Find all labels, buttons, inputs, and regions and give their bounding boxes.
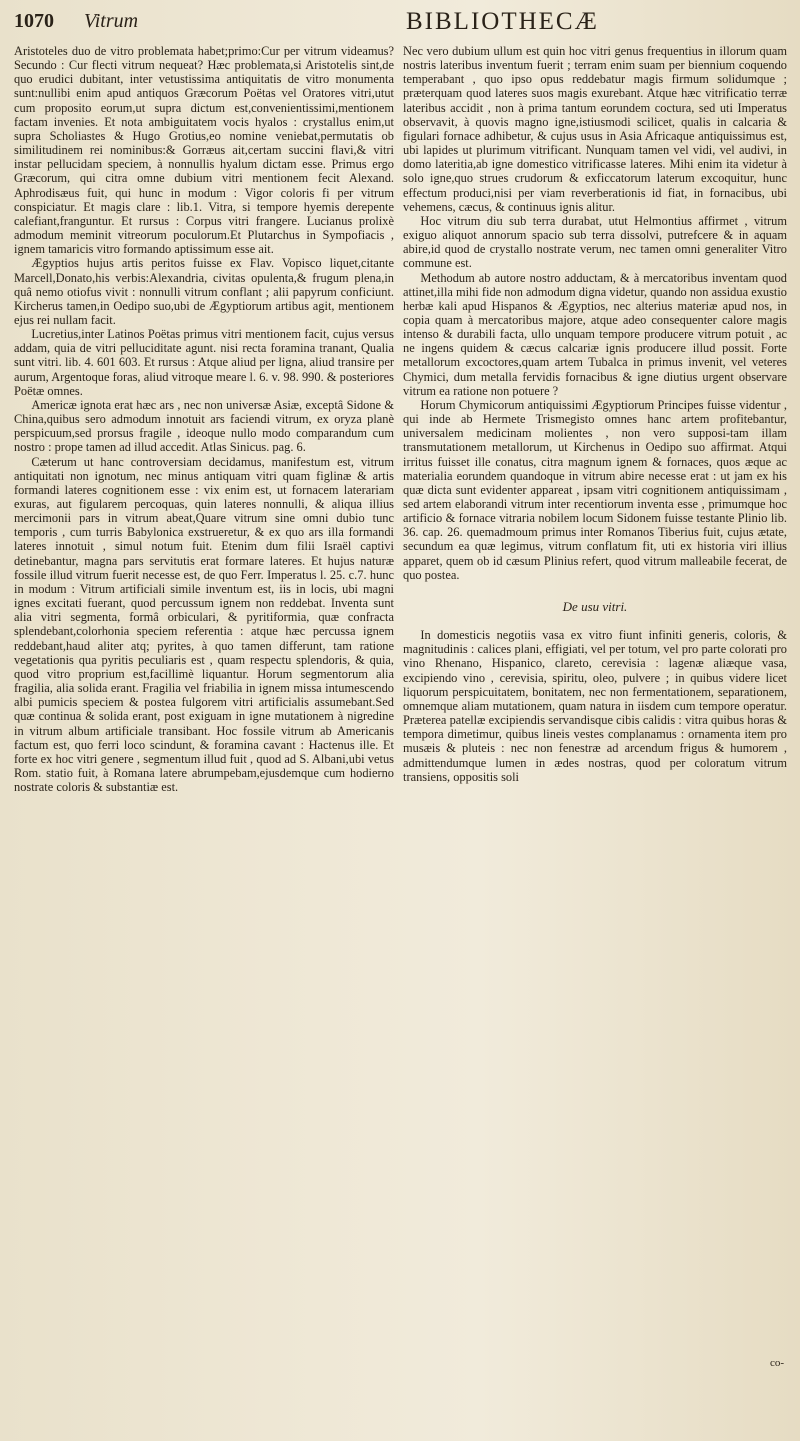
catchword: co-	[769, 1357, 784, 1369]
right-column	[403, 44, 787, 784]
running-head: BIBLIOTHECÆ	[406, 8, 599, 35]
left-column	[14, 44, 394, 794]
paragraph: In domesticis negotiis vasa ex vitro fiunt infiniti generis, coloris, & magnitudinis : calices plani, effigiati, vel per totum, vel pro parte colorati pro vino Rhenano, Hispanico, clareto, cerevisia : lagenæ aliæque vasa, excipiendo vino , cerevisia, spiritu, oleo, pulvere ; in quibus videre licet liquorum perspicuitatem, bonitatem, nec non fermentationem, separationem, omnemque aliam mutationem, quam natura in iisdem cum tempore operatur. Præterea patellæ excipiendis servandisque cibis calidis : vitra quibus horas & tempora dimetimur, quibus lineis vestes complanamus : ornamenta item pro musæis & pluteis : nec non fenestræ ad arcendum frigus & humorem , admittendumque lumen in ædes nostras, quod per coloratum vitrum transiens, oppositis soli	[403, 628, 787, 784]
running-title: Vitrum	[84, 10, 139, 32]
page-header	[14, 6, 786, 46]
paragraph: Lucretius,inter Latinos Poëtas primus vitri mentionem facit, cujus versus addam, quia de vitri pelluciditate agunt. nisi recta foramina tranant, Qualia sunt vitri. lib. 4. 601 603. Et rursus : Atque aliud per ligna, aliud transire per aurum, Argentoque foras, aliud vitroque meare l. 6. v. 98. 990. & posteriores Poëtæ omnes.	[14, 327, 394, 398]
paragraph: Americæ ignota erat hæc ars , nec non universæ Asiæ, exceptâ Sidone & China,quibus sero admodum innotuit ars faciendi vitrum, ex oryza planè perspicuum,sed prorsus fragile , ideoque nullo modo comparandum cum nostro : prope tamen ad illud accedit. Atlas Sinicus. pag. 6.	[14, 397, 394, 455]
paragraph: Hoc vitrum diu sub terra durabat, utut Helmontius affirmet , vitrum exiguo aliquot annorum spacio sub terra dissolvi, putrefcere & in aquam abire,id quod de crystallo nostrate verum, nec tamen omni generaliter Vitro commune est.	[403, 213, 787, 271]
page-number: 1070	[14, 10, 54, 32]
paragraph: Cæterum ut hanc controversiam decidamus, manifestum est, vitrum antiquitati non ignotum, nec minus antiquam vitri quam figlinæ & artis formandi lateres cognitionem esse : vix enim est, ut fornacem laterariam exuras, aut figularem percoquas, quin lateres nonnulli, & aliqua illius mercimonii pars in vitrum abeat,Quare vitrum sine omni dubio tunc temporis , cum turris Babylonica exstrueretur, & ex quo ars illa formandi lateres innotuit , simul notum fuit. Etenim dum filii Israël captivi detinebantur, magna pars servitutis erat formare lateres. Et hujus naturæ fossile illud vitrum fuerit necesse est, de quo Ferr. Imperatus l. 25. c.7. hunc in modum : Vitrum artificiali simile inventum est, iis in locis, ubi magni ignes excitati fuerant, quod percussum ignem non reddebat. Inventa sunt alia vitri segmenta, formâ orbiculari, & pyritiformia, quæ confracta splendebant,colorhonia speciem referentia : atque hæc percussa ignem reddebant,haud aliter atq; pyrites, à quo tamen differunt, tam ratione vegetationis qua pyritis peculiaris est , quam respectu splendoris, & quia, quod vitro proprium est,facillimè liquantur. Horum segmentorum alia fragilia, alia solida erant. Fragilia vel friabilia in ignem missa intumescendo albi pumicis speciem & postea fulgorem vitri artificialis assumebant.Sed quæ continua & solida erant, post exiguam in igne mutationem à nigredine in vitrum album artificiale transibant. Hoc fossile vitrum ab Americanis factum est, quo ferri loco scindunt, & foramina cavant : Hactenus ille. Et forte ex hoc vitri genere , segmentum illud fuit , quod ad S. Albani,ubi vetus Rom. statio fuit, à Romana latere abrumpebam,ejusdemque cum hodierno nostrate coloris & substantiæ est.	[14, 454, 394, 795]
paragraph: Horum Chymicorum antiquissimi Ægyptiorum Principes fuisse videntur , qui inde ab Hermete Trismegisto omnes hanc artem profitebantur, universalem medicinam molientes , non vero supposi-tam illam transmutationem metallorum, ut Kirchenus in Oedipo suo affirmat. Atqui irritus fuisset ille conatus, citra magnum ignem & fornaces, quos æque ac materialia eorundem quandoque in vitrum abire necesse erat : ut jam ex his quæ dicta sunt evidenter appareat , ipsam vitri cognitionem antiquissimam , sed artem elaborandi vitrum inter recentiorum inventa esse , primumque hoc artificio & fornace vitraria nobilem locum Sidonem fuisse testante Plinio lib. 36. cap. 26. quemadmoum primus inter Romanos Tiberius fuit, cujus ætate, secundum ea quæ legimus, vitrum conflatum fit, uti ex historia viri illius apparet, quem ob id cæsum Plinius refert, quod vitrum malleabile fecerat, de quo postea.	[403, 397, 787, 582]
paragraph: Aristoteles duo de vitro problemata habet;primo:Cur per vitrum videamus? Secundo : Cur flecti vitrum nequeat? Hæc problemata,si Aristotelis sint,de quo erudici dubitant, inter vetustissima antiquitatis de vitro monumenta sunt:nullibi enim apud antiquos Græcorum Poëtas vel Oratores vitri,utut cum proposito eorum,ut supra dictum est,convenientissimi,mentionem factam invenies. Et nota ambiguitatem vocis hyalos : crystallus enim,ut supra Scholiastes & Hugo Grotius,eo nomine veniebat,permutatis ob similitudinem rei nominibus:& Gorræus ait,certam succini flavi,& vitri instar pellucidam speciem, à nonnullis hyalum dictam esse. Primus ergo Græcorum, qui citra omne dubium vitri mentionem fecit Alexand. Aphrodisæus fuit, qui hunc in modum : Vigor coloris fi per vitrum conspiciatur. Et magis clare : lib.1. Vitra, si tempore hyemis derepente calefiant,franguntur. Et rursus : Corpus vitri frangere. Lucianus prolixè admodum meminit vitreorum poculorum.Et Plutarchus in Sympofiacis , ignem tamaricis vitro formando aptissimum esse ait.	[14, 44, 394, 257]
paragraph: Ægyptios hujus artis peritos fuisse ex Flav. Vopisco liquet,citante Marcell,Donato,his verbis:Alexandria, civitas opulenta,& frugum plena,in quâ nemo otiofus vivit : nonnulli vitrum conflant ; alii papyrum conficiunt. Kircherus tamen,in Oedipo suo,ubi de Ægyptiorum artibus agit, mentionem ejus rei nullam facit.	[14, 256, 394, 327]
paragraph: Methodum ab autore nostro adductam, & à mercatoribus inventam quod attinet,illa mihi fide non admodum digna videtur, quando non assidua exustio herbæ kali apud Hispanos & Ægyptios, nec alterius materiæ apud nos, in copia quam à mercatoribus majore, atque adeo consequenter calore magis intenso & durabili facta, ullo unquam tempore producere vitrum potuit , ac ne ingens quidem & cæcus calcariæ ignis producere illud possit. Forte metallorum excoctores,quam artem Tubalca in primus invenit, vel veteres Chymici, dum metalla fervidis fornacibus & igne diutius urgent observare vitrum ea ratione non potuere ?	[403, 270, 787, 398]
paragraph: Nec vero dubium ullum est quin hoc vitri genus frequentius in illorum quam nostris lateribus inventum fuerit ; terram enim suam per biennium coquendo temperabant , quo ipso opus reddebatur magis firmum solidumque ; præterquam quod lateres suos magis exurebant. Atque hæc vitrificatio terræ lateribus accidit , non à prima tantum eorundem coctura, sed uti Imperatus observavit, à quovis magno igne,istiusmodi scilicet, qualis in calcaria & figulari fornace adhibetur, & cujus usus in Asia Africaque antiquissimus est, ubi lapides ut plurimum vitrificant. Nunquam tamen vel vidi, vel audivi, in domo lateritia,ab igne domestico vitrificasse lateres. Mihi enim ita videtur à solo igne,quo strues crudorum & exficcatorum laterum excoquitur, hunc effectum produci,nisi per viam reverberationis id fiat, in fornacibus, ubi vehemens, cæcus, & continuus ignis alitur.	[403, 44, 787, 214]
section-title: De usu vitri.	[562, 598, 628, 614]
